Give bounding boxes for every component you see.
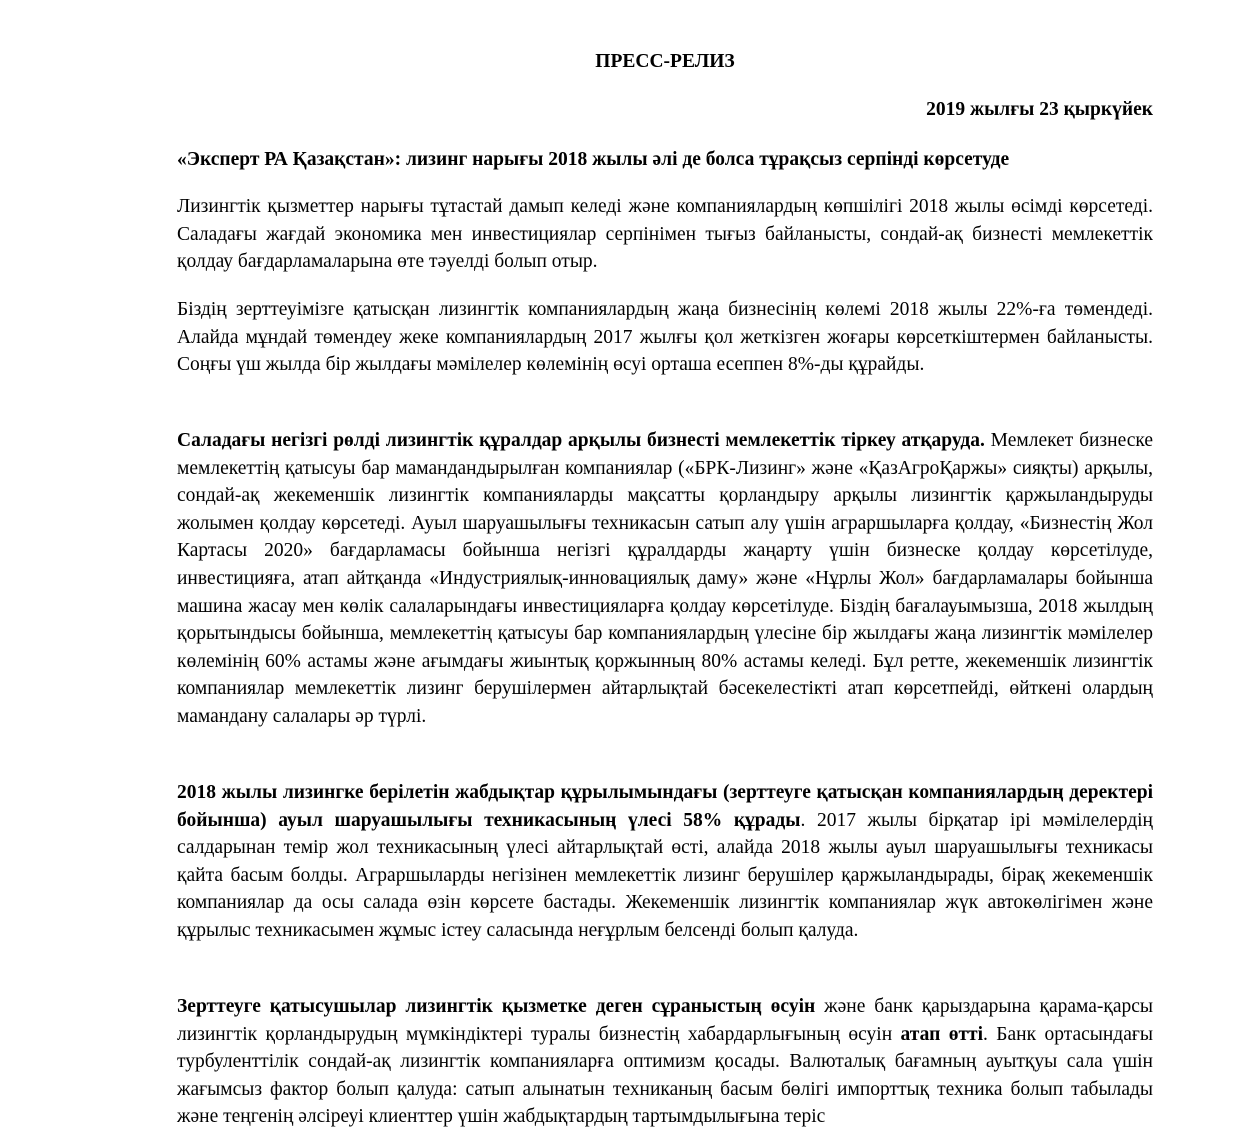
paragraph-2: Біздің зерттеуімізге қатысқан лизингтік компаниялардың жаңа бизнесінің көлемі 2018 жылы 22%-ға төмендеді. Алайда мұндай төмендеу жеке компаниялардың 2017 жылғы қол жеткізген жоғары көрсеткіштермен байланысты. Соңғы үш жылда бір жылдағы мәмілелер көлемінің өсуі орташа есеппен 8%-ды құрайды. bbox=[177, 299, 1153, 376]
paragraph-4 bbox=[177, 779, 1153, 945]
document-title: ПРЕСС-РЕЛИЗ bbox=[595, 51, 735, 72]
paragraph-4-body: . 2017 жылы бірқатар ірі мәмілелердің салдарынан темір жол техникасының үлесі айтарлықтай өсті, алайда 2018 жылы ауыл шаруашылығы техникасы қайта басым болды. Аграршыларды негізінен мемлекеттік лизинг берушілер қаржыландырады, бірақ жекеменшік компаниялар да осы салада өзін көрсете бастады. Жекеменшік лизингтік компаниялар жүк автокөлігімен және құрылыс техникасымен жұмыс істеу саласында неғұрлым белсенді болып қалуда. bbox=[177, 809, 1153, 941]
paragraph-5-bold-emphasis: атап өтті bbox=[900, 1023, 984, 1045]
paragraph-3 bbox=[177, 427, 1153, 731]
paragraph-5 bbox=[177, 993, 1153, 1131]
document-date: 2019 жылғы 23 қыркүйек bbox=[926, 99, 1153, 120]
document-headline: «Эксперт РА Қазақстан»: лизинг нарығы 2018 жылы әлі де болса тұрақсыз серпінді көрсетуде bbox=[177, 149, 1010, 170]
paragraph-5-bold-lead: Зерттеуге қатысушылар лизингтік қызметке деген сұраныстың өсуін bbox=[177, 996, 816, 1017]
paragraph-5-body-mid: және банк қарыздарына қарама-қарсы лизингтік қорландырудың мүмкіндіктері туралы бизнестің хабардарлығының өсуін bbox=[177, 996, 1153, 1045]
paragraph-3-body: Мемлекет бизнеске мемлекеттің қатысуы бар мамандандырылған компаниялар («БРК-Лизинг» және «ҚазАгроҚаржы» сияқты) арқылы, сондай-ақ жекеменшік лизингтік компанияларды мақсатты қорландыру арқылы лизингтік қаржыландыруды жолымен қолдау көрсетеді. Ауыл шаруашылығы техникасын сатып алу үшін аграршыларға қолдау, «Бизнестің Жол Картасы 2020» бағдарламасы бойынша негізгі құралдарды жаңарту үшін бизнеске қолдау көрсетілуде, инвестицияға, атап айтқанда «Индустриялық-инновациялық даму» және «Нұрлы Жол» бағдарламалары бойынша машина жасау мен көлік салаларындағы инвестицияларға қолдау көрсетілуде. Біздің бағалауымызша, 2018 жылдың қорытындысы бойынша, мемлекеттің қатысуы бар компаниялардың үлесіне бір жылдағы жаңа лизингтік мәмілелер көлемінің 60% астамы және ағымдағы жиынтық қоржынның 80% астамы келеді. Бұл ретте, жекеменшік лизингтік компаниялар мемлекеттік лизинг берушілермен айтарлықтай бәсекелестікті атап көрсетпейді, өйткені олардың мамандану салалары әр түрлі. bbox=[177, 430, 1154, 727]
paragraph-5-body: . Банк ортасындағы турбуленттілік сондай-ақ лизингтік компанияларға оптимизм қосады. Валюталық бағамның ауытқуы сала үшін жағымсыз фактор болып қалуда: сатып алынатын техниканың басым бөлігі импорттық техника болып табылады және теңгенің әлсіреуі клиенттер үшін жабдықтардың тартымдылығына теріс bbox=[177, 1023, 1153, 1128]
paragraph-3-bold-lead: Саладағы негізгі рөлді лизингтік құралдар арқылы бизнесті мемлекеттік тіркеу атқаруда. bbox=[177, 430, 985, 451]
paragraph-4-bold-lead: 2018 жылы лизингке берілетін жабдықтар құрылымындағы (зерттеуге қатысқан компаниялардың деректері бойынша) ауыл шаруашылығы техникасының үлесі 58% құрады bbox=[177, 782, 1153, 831]
paragraph-1: Лизингтік қызметтер нарығы тұтастай дамып келеді және компаниялардың көпшілігі 2018 жылы өсімді көрсетеді. Саладағы жағдай экономика мен инвестициялар серпінімен тығыз байланысты, сондай-ақ бизнесті мемлекеттік қолдау бағдарламаларына өте тәуелді болып отыр. bbox=[177, 196, 1153, 273]
